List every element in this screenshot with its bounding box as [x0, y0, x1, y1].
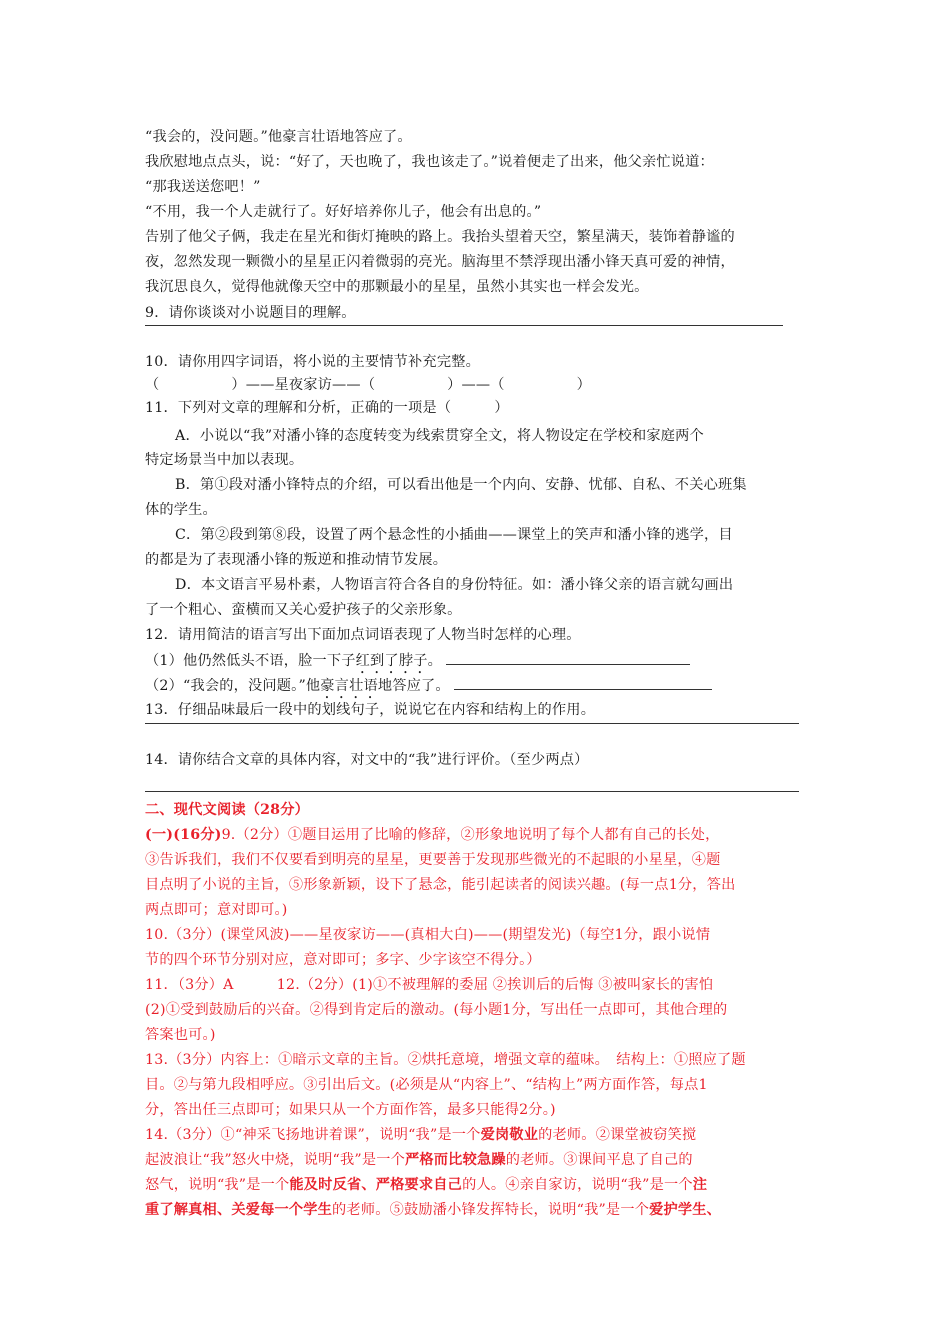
question-10-blanks: （ ）——星夜家访——（ ）——（ ） — [145, 377, 592, 393]
question-12: 12．请用简洁的语言写出下面加点词语表现了人物当时怎样的心理。 — [145, 627, 581, 643]
story-paragraph: 夜，忽然发现一颗微小的星星正闪着微弱的亮光。脑海里不禁浮现出潘小锋天真可爱的神情， — [145, 254, 735, 270]
story-paragraph: 我沉思良久，觉得他就像天空中的那颗最小的星星，虽然小其实也一样会发光。 — [145, 279, 649, 295]
option-c-cont: 的都是为了表现潘小锋的叛逆和推动情节发展。 — [145, 552, 448, 568]
story-paragraph: “我会的，没问题。”他豪言壮语地答应了。 — [145, 129, 412, 145]
question-13: 13．仔细品味最后一段中的划线句子，说说它在内容和结构上的作用。 — [145, 702, 596, 718]
story-paragraph: 告别了他父子俩，我走在星光和街灯掩映的路上。我抬头望着天空，繁星满天，装饰着静谧的 — [145, 229, 735, 245]
question-9: 9．请你谈谈对小说题目的理解。 — [145, 305, 356, 321]
answer-line — [145, 791, 799, 792]
answer-section-heading: 二、现代文阅读（28分） — [145, 802, 310, 818]
answer-line — [145, 325, 783, 326]
answer-blank — [446, 650, 690, 665]
answer-9-cont: ③告诉我们，我们不仅要看到明亮的星星，更要善于发现那些微光的不起眼的小星星，④题 — [145, 852, 721, 868]
dotted-phrase: 豪言壮语 — [320, 678, 378, 694]
answer-10: 10.（3分）(课堂风波)——星夜家访——(真相大白)——(期望发光)（每空1分，跟小说情 — [145, 927, 711, 943]
question-11: 11．下列对文章的理解和分析，正确的一项是（ ） — [145, 400, 509, 416]
story-paragraph: “那我送送您吧！” — [145, 179, 261, 195]
answer-14-cont: 怒气，说明“我”是一个能及时反省、严格要求自己的人。④亲自家访，说明“我”是一个注 — [145, 1177, 708, 1193]
option-d-cont: 了一个粗心、蛮横而又关心爱护孩子的父亲形象。 — [145, 602, 462, 618]
answer-12-cont: 答案也可。) — [145, 1027, 216, 1043]
answer-blank — [454, 675, 712, 690]
option-a: A．小说以“我”对潘小锋的态度转变为线索贯穿全文，将人物设定在学校和家庭两个 — [175, 428, 704, 444]
answer-14: 14.（3分）①“神采飞扬地讲着课”，说明“我”是一个爱岗敬业的老师。②课堂被窃笑搅 — [145, 1127, 697, 1143]
option-c: C．第②段到第⑧段，设置了两个悬念性的小插曲——课堂上的笑声和潘小锋的逃学，目 — [175, 527, 733, 543]
answer-10-cont: 节的四个环节分别对应，意对即可；多字、少字该空不得分。） — [145, 952, 541, 968]
answer-12-cont: (2)①受到鼓励后的兴奋。②得到肯定后的激动。(每小题1分，写出任一点即可，其他合理的 — [145, 1002, 728, 1018]
answer-9-cont: 两点即可；意对即可。) — [145, 902, 288, 918]
question-12-1: （1）他仍然低头不语，脸一下子红到了脖子。 — [145, 650, 690, 677]
story-paragraph: 我欣慰地点点头，说：“好了，天也晚了，我也该走了。”说着便走了出来，他父亲忙说道： — [145, 154, 714, 170]
question-14: 14．请你结合文章的具体内容，对文中的“我”进行评价。（至少两点） — [145, 752, 589, 768]
option-a-cont: 特定场景当中加以表现。 — [145, 452, 304, 468]
story-paragraph: “不用，我一个人走就行了。好好培养你儿子，他会有出息的。” — [145, 204, 542, 220]
answer-14-cont: 起波浪让“我”怒火中烧，说明“我”是一个严格而比较急躁的老师。③课间平息了自己的 — [145, 1152, 693, 1168]
answer-11-12: 11．（3分）A 12.（2分）(1)①不被理解的委屈 ②挨训后的后悔 ③被叫家长的害怕 — [145, 977, 714, 993]
question-12-2: （2）“我会的，没问题。”他豪言壮语地答应了。 — [145, 675, 712, 702]
option-d: D．本文语言平易朴素，人物语言符合各自的身份特征。如：潘小锋父亲的语言就勾画出 — [175, 577, 734, 593]
answer-13-cont: 分，答出任三点即可；如果只从一个方面作答，最多只能得2分。) — [145, 1102, 556, 1118]
option-b: B．第①段对潘小锋特点的介绍，可以看出他是一个内向、安静、忧郁、自私、不关心班集 — [175, 477, 747, 493]
option-b-cont: 体的学生。 — [145, 502, 217, 518]
answer-14-cont: 重了解真相、关爱每一个学生的老师。⑤鼓励潘小锋发挥特长，说明“我”是一个爱护学生、 — [145, 1202, 722, 1218]
answer-13: 13.（3分）内容上：①暗示文章的主旨。②烘托意境，增强文章的蕴味。 结构上：①照应了题 — [145, 1052, 746, 1068]
answer-9-cont: 目点明了小说的主旨，⑤形象新颖，设下了悬念，能引起读者的阅读兴趣。(每一点1分，答出 — [145, 877, 736, 893]
answer-13-cont: 目。②与第九段相呼应。③引出后文。(必须是从“内容上”、“结构上”两方面作答，每点1 — [145, 1077, 708, 1093]
answer-9: (一)(16分)9.（2分）①题目运用了比喻的修辞，②形象地说明了每个人都有自己的长处， — [145, 827, 720, 843]
answer-line — [145, 723, 799, 724]
question-10: 10．请你用四字词语，将小说的主要情节补充完整。 — [145, 354, 480, 370]
dotted-phrase: 红到了脖子 — [355, 653, 428, 669]
